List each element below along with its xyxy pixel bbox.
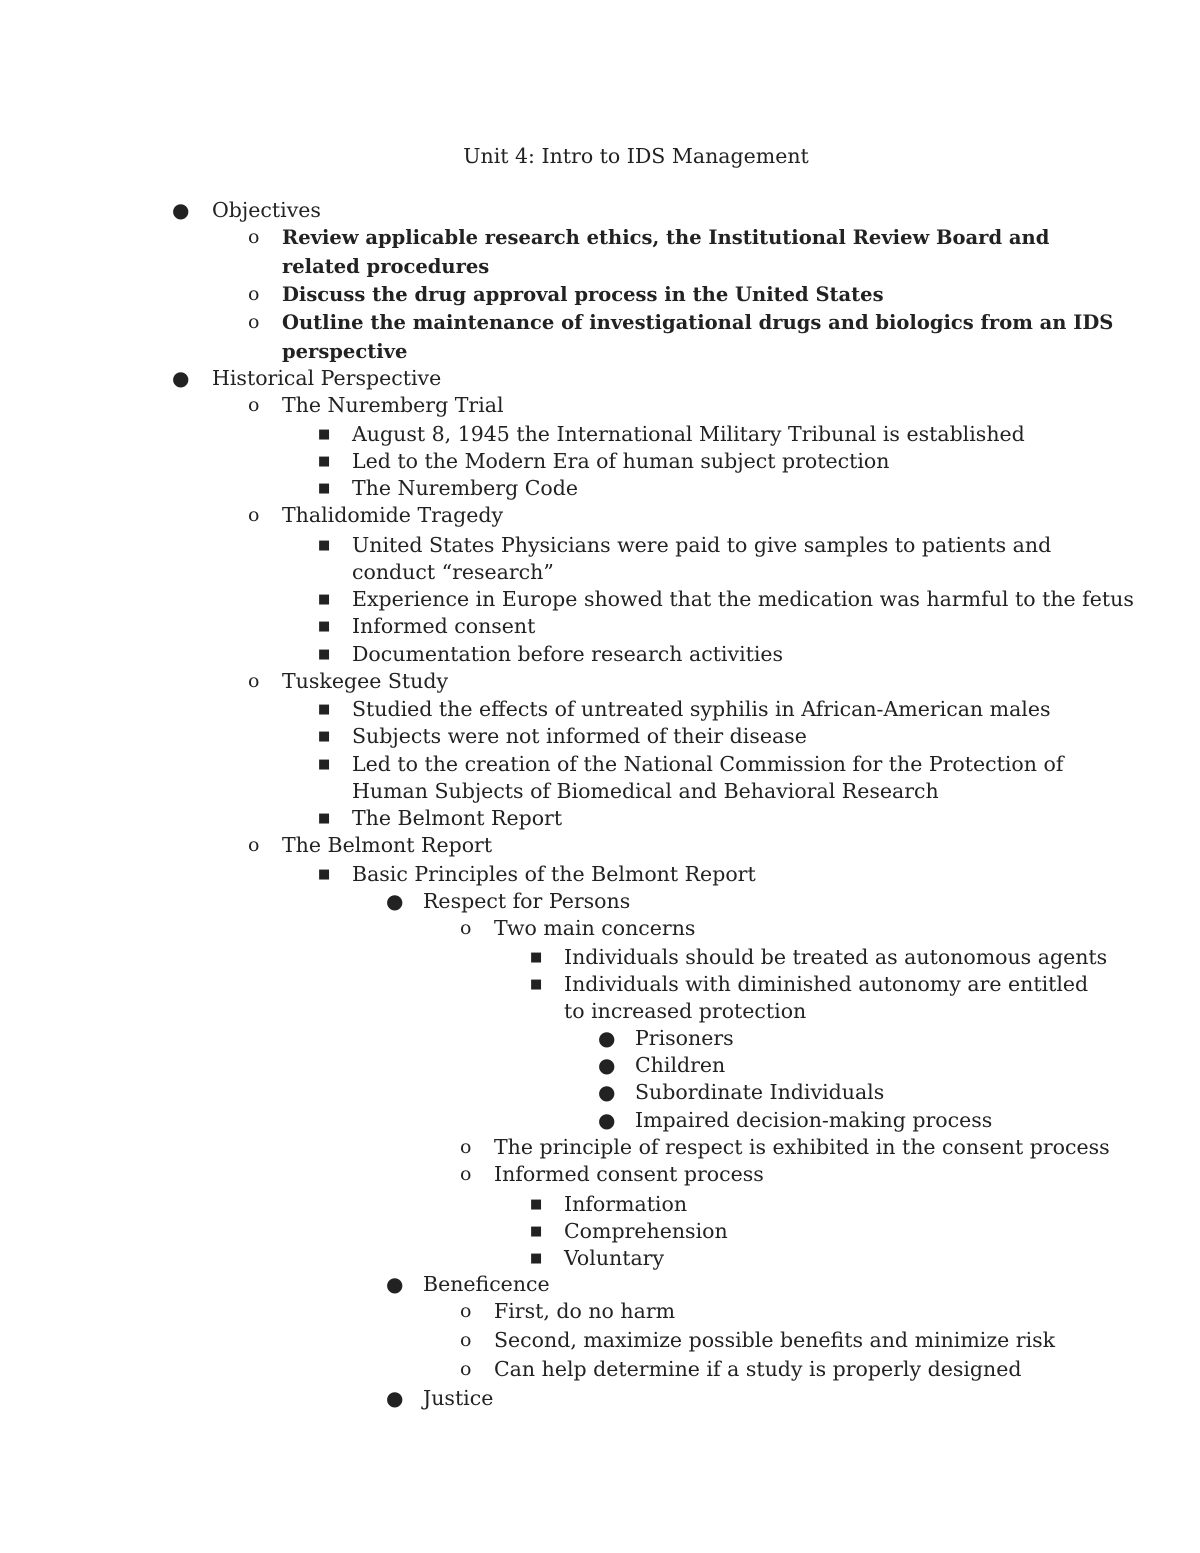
list-item: Led to the Modern Era of human subject protection xyxy=(352,449,890,473)
bullet-square-icon: ■ xyxy=(530,977,543,992)
bullet-circle-icon: o xyxy=(248,283,260,305)
list-item-continued: conduct “research” xyxy=(352,560,554,584)
objective-item: Outline the maintenance of investigational drugs and biologics from an IDS xyxy=(282,311,1114,334)
bullet-circle-icon: o xyxy=(248,834,260,856)
bullet-square-icon: ■ xyxy=(318,702,331,717)
bullet-circle-icon: o xyxy=(460,1163,472,1185)
bullet-square-icon: ■ xyxy=(318,481,331,496)
list-item: Informed consent process xyxy=(494,1162,764,1186)
list-item: Basic Principles of the Belmont Report xyxy=(352,862,756,886)
section-thalidomide: Thalidomide Tragedy xyxy=(282,503,504,527)
section-nuremberg: The Nuremberg Trial xyxy=(282,393,504,417)
bullet-circle-icon: o xyxy=(460,1300,472,1322)
list-item: Led to the creation of the National Commission for the Protection of xyxy=(352,752,1064,776)
list-item: Information xyxy=(564,1192,688,1216)
bullet-circle-icon: o xyxy=(460,1136,472,1158)
list-item: Subjects were not informed of their disease xyxy=(352,724,807,748)
list-item: Second, maximize possible benefits and minimize risk xyxy=(494,1328,1056,1352)
list-item: August 8, 1945 the International Military Tribunal is established xyxy=(352,422,1025,446)
bullet-square-icon: ■ xyxy=(318,619,331,634)
principle-justice: Justice xyxy=(423,1386,494,1410)
objective-item-continued: perspective xyxy=(282,340,408,363)
list-item: Experience in Europe showed that the medication was harmful to the fetus xyxy=(352,587,1134,611)
list-item: United States Physicians were paid to give samples to patients and xyxy=(352,533,1052,557)
list-item: The Belmont Report xyxy=(352,806,563,830)
list-item: Impaired decision-making process xyxy=(635,1108,993,1132)
bullet-square-icon: ■ xyxy=(318,538,331,553)
bullet-square-icon: ■ xyxy=(318,454,331,469)
bullet-dot-icon: ● xyxy=(598,1108,616,1132)
objective-item-continued: related procedures xyxy=(282,255,490,278)
bullet-circle-icon: o xyxy=(248,394,260,416)
bullet-circle-icon: o xyxy=(248,311,260,333)
bullet-square-icon: ■ xyxy=(530,1224,543,1239)
bullet-circle-icon: o xyxy=(248,504,260,526)
bullet-square-icon: ■ xyxy=(318,867,331,882)
bullet-dot-icon: ● xyxy=(386,1386,404,1410)
bullet-dot-icon: ● xyxy=(172,366,190,390)
bullet-circle-icon: o xyxy=(460,917,472,939)
bullet-dot-icon: ● xyxy=(386,889,404,913)
section-tuskegee: Tuskegee Study xyxy=(282,669,449,693)
list-item: Informed consent xyxy=(352,614,536,638)
list-item: Voluntary xyxy=(564,1246,665,1270)
list-item-continued: to increased protection xyxy=(564,999,807,1023)
bullet-square-icon: ■ xyxy=(318,811,331,826)
historical-heading: Historical Perspective xyxy=(212,366,442,390)
list-item: Two main concerns xyxy=(494,916,696,940)
bullet-square-icon: ■ xyxy=(530,1251,543,1266)
principle-respect: Respect for Persons xyxy=(423,889,631,913)
list-item: Children xyxy=(635,1053,726,1077)
bullet-dot-icon: ● xyxy=(172,198,190,222)
principle-beneficence: Beneficence xyxy=(423,1272,550,1296)
bullet-square-icon: ■ xyxy=(530,950,543,965)
bullet-dot-icon: ● xyxy=(598,1080,616,1104)
bullet-dot-icon: ● xyxy=(386,1272,404,1296)
list-item: First, do no harm xyxy=(494,1299,676,1323)
list-item-continued: Human Subjects of Biomedical and Behavioral Research xyxy=(352,779,939,803)
bullet-circle-icon: o xyxy=(248,670,260,692)
list-item: Comprehension xyxy=(564,1219,728,1243)
list-item: The Nuremberg Code xyxy=(352,476,579,500)
bullet-square-icon: ■ xyxy=(318,592,331,607)
bullet-square-icon: ■ xyxy=(318,427,331,442)
list-item: Subordinate Individuals xyxy=(635,1080,885,1104)
bullet-circle-icon: o xyxy=(248,226,260,248)
bullet-square-icon: ■ xyxy=(318,729,331,744)
list-item: Studied the effects of untreated syphilis in African-American males xyxy=(352,697,1051,721)
bullet-square-icon: ■ xyxy=(318,647,331,662)
bullet-circle-icon: o xyxy=(460,1329,472,1351)
bullet-dot-icon: ● xyxy=(598,1053,616,1077)
list-item: Individuals should be treated as autonomous agents xyxy=(564,945,1108,969)
objective-item: Discuss the drug approval process in the United States xyxy=(282,283,884,306)
objective-item: Review applicable research ethics, the Institutional Review Board and xyxy=(282,226,1050,249)
bullet-circle-icon: o xyxy=(460,1358,472,1380)
section-belmont: The Belmont Report xyxy=(282,833,493,857)
document-title: Unit 4: Intro to IDS Management xyxy=(463,144,809,168)
objectives-heading: Objectives xyxy=(212,198,321,222)
list-item: Individuals with diminished autonomy are entitled xyxy=(564,972,1089,996)
list-item: Documentation before research activities xyxy=(352,642,784,666)
bullet-square-icon: ■ xyxy=(530,1197,543,1212)
bullet-dot-icon: ● xyxy=(598,1026,616,1050)
list-item: The principle of respect is exhibited in the consent process xyxy=(494,1135,1110,1159)
list-item: Can help determine if a study is properly designed xyxy=(494,1357,1022,1381)
list-item: Prisoners xyxy=(635,1026,734,1050)
bullet-square-icon: ■ xyxy=(318,757,331,772)
